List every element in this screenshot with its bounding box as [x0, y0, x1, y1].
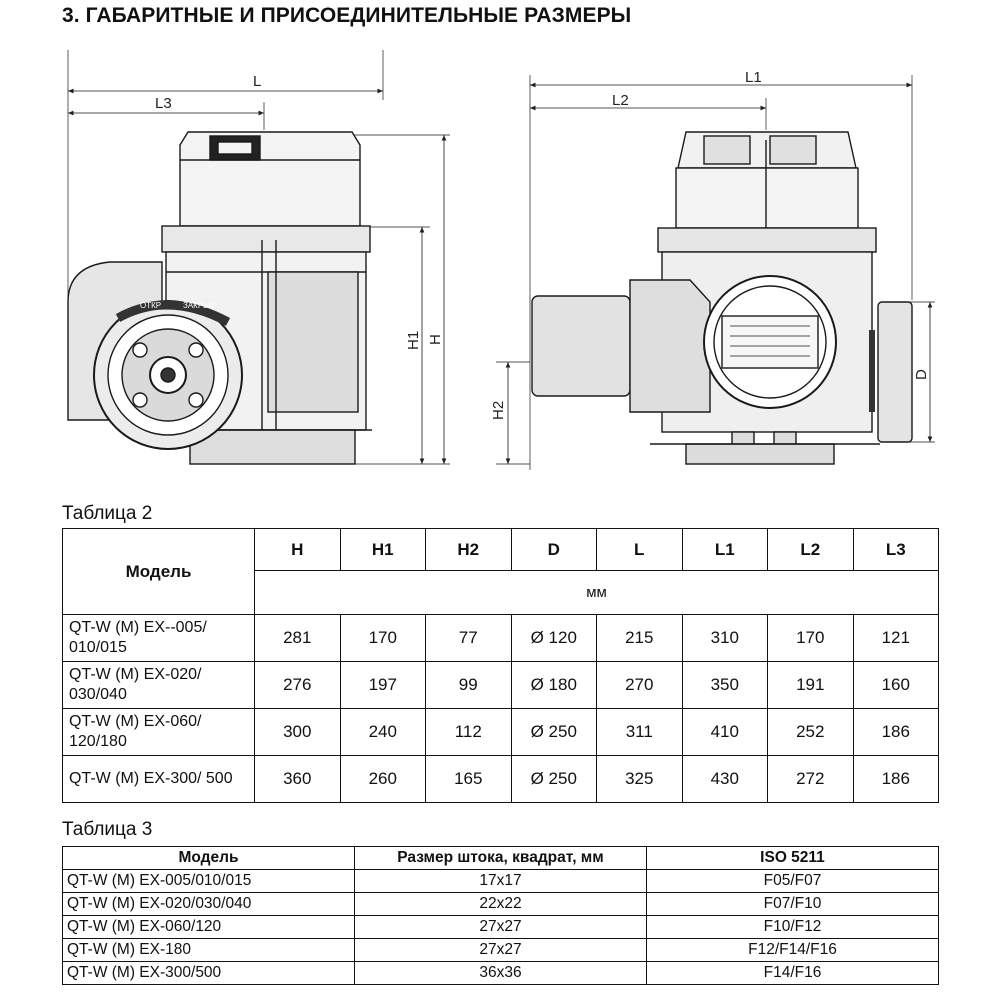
- table-row: [63, 916, 939, 939]
- value-cell: 325: [597, 756, 683, 803]
- model-cell: QT-W (M) EX-060/120: [63, 916, 355, 939]
- stem-cell: 27x27: [355, 916, 647, 939]
- value-cell: Ø 180: [511, 662, 597, 709]
- value-cell: Ø 250: [511, 756, 597, 803]
- value-cell: 112: [426, 709, 512, 756]
- value-cell: 272: [768, 756, 854, 803]
- value-cell: 191: [768, 662, 854, 709]
- table-row: [63, 870, 939, 893]
- handwheel-open-label: ОТКР: [140, 301, 162, 310]
- unit-header: мм: [255, 571, 939, 615]
- value-cell: 160: [853, 662, 939, 709]
- value-cell: 77: [426, 615, 512, 662]
- col-header: L1: [682, 529, 768, 571]
- value-cell: 99: [426, 662, 512, 709]
- dim-L1-label: L1: [745, 69, 762, 86]
- iso-cell: F10/F12: [647, 916, 939, 939]
- dim-L3-label: L3: [155, 95, 172, 112]
- col-header: H2: [426, 529, 512, 571]
- model-cell: QT-W (M) EX-180: [63, 939, 355, 962]
- model-cell: QT-W (M) EX-020/030/040: [63, 893, 355, 916]
- table-row: [63, 709, 939, 756]
- col-header: L3: [853, 529, 939, 571]
- col-header: L: [597, 529, 683, 571]
- handwheel-close-label: ЗАКРЫТ: [183, 301, 216, 310]
- table-row: [63, 662, 939, 709]
- iso-cell: F14/F16: [647, 962, 939, 985]
- t3-header-model: Модель: [63, 847, 355, 870]
- iso-cell: F07/F10: [647, 893, 939, 916]
- model-cell: QT-W (M) EX-020/ 030/040: [63, 662, 255, 709]
- value-cell: 310: [682, 615, 768, 662]
- dimension-drawing: [0, 40, 1000, 480]
- side-view: [68, 50, 450, 464]
- value-cell: 311: [597, 709, 683, 756]
- table2: [62, 528, 939, 803]
- value-cell: 360: [255, 756, 341, 803]
- value-cell: 350: [682, 662, 768, 709]
- table3: [62, 846, 939, 985]
- stem-cell: 27x27: [355, 939, 647, 962]
- value-cell: 165: [426, 756, 512, 803]
- dim-L2-label: L2: [612, 92, 629, 109]
- value-cell: 410: [682, 709, 768, 756]
- value-cell: Ø 250: [511, 709, 597, 756]
- value-cell: 252: [768, 709, 854, 756]
- dim-L-label: L: [253, 73, 262, 90]
- value-cell: 260: [340, 756, 426, 803]
- value-cell: 276: [255, 662, 341, 709]
- stem-cell: 17x17: [355, 870, 647, 893]
- model-cell: QT-W (M) EX-005/010/015: [63, 870, 355, 893]
- value-cell: 186: [853, 756, 939, 803]
- stem-cell: 36x36: [355, 962, 647, 985]
- model-cell: QT-W (M) EX-060/ 120/180: [63, 709, 255, 756]
- t3-header-stem: Размер штока, квадрат, мм: [355, 847, 647, 870]
- model-cell: QT-W (M) EX-300/500: [63, 962, 355, 985]
- value-cell: 197: [340, 662, 426, 709]
- value-cell: 170: [768, 615, 854, 662]
- value-cell: 186: [853, 709, 939, 756]
- table-row: [63, 893, 939, 916]
- value-cell: Ø 120: [511, 615, 597, 662]
- section-heading: 3. ГАБАРИТНЫЕ И ПРИСОЕДИНИТЕЛЬНЫЕ РАЗМЕРЫ: [62, 4, 632, 27]
- dim-H2-label: H2: [490, 400, 507, 420]
- iso-cell: F05/F07: [647, 870, 939, 893]
- col-header: H1: [340, 529, 426, 571]
- value-cell: 281: [255, 615, 341, 662]
- table-row: [63, 939, 939, 962]
- value-cell: 240: [340, 709, 426, 756]
- col-header: D: [511, 529, 597, 571]
- col-header: L2: [768, 529, 854, 571]
- dim-D-label: D: [913, 369, 930, 380]
- front-view: [496, 75, 935, 470]
- dim-H1-label: H1: [405, 330, 422, 350]
- stem-cell: 22x22: [355, 893, 647, 916]
- value-cell: 430: [682, 756, 768, 803]
- value-cell: 270: [597, 662, 683, 709]
- table3-caption: Таблица 3: [62, 819, 153, 840]
- col-header: H: [255, 529, 341, 571]
- value-cell: 215: [597, 615, 683, 662]
- value-cell: 121: [853, 615, 939, 662]
- table-row: [63, 962, 939, 985]
- value-cell: 170: [340, 615, 426, 662]
- iso-cell: F12/F14/F16: [647, 939, 939, 962]
- model-header: Модель: [63, 529, 255, 615]
- model-cell: QT-W (M) EX-300/ 500: [63, 756, 255, 803]
- table-row: [63, 615, 939, 662]
- dim-H-label: H: [427, 334, 444, 345]
- model-cell: QT-W (M) EX--005/ 010/015: [63, 615, 255, 662]
- table-row: [63, 756, 939, 803]
- value-cell: 300: [255, 709, 341, 756]
- table2-caption: Таблица 2: [62, 503, 153, 524]
- t3-header-iso: ISO 5211: [647, 847, 939, 870]
